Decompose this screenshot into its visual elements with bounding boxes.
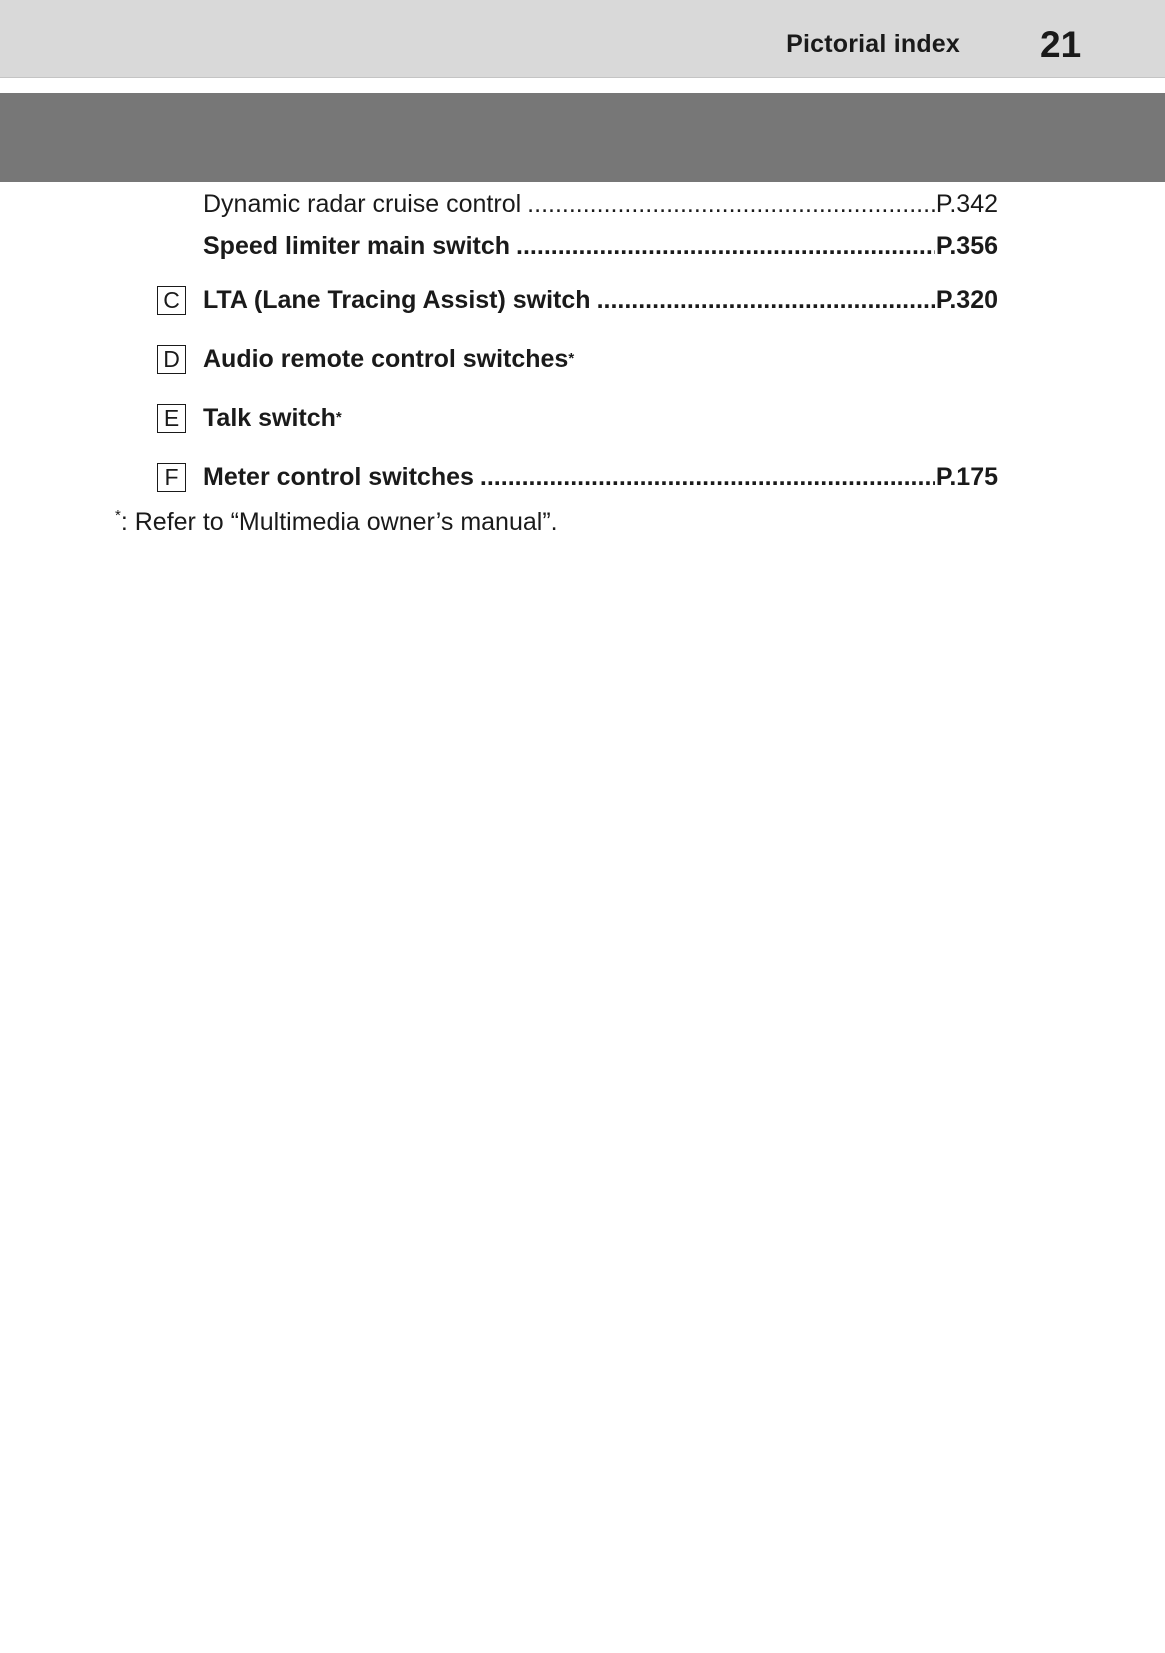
page-header [0, 0, 1165, 78]
dot-leader [597, 283, 935, 317]
entry-label: Speed limiter main switch [203, 232, 511, 260]
index-entry-speed-limiter-main-switch [203, 229, 998, 263]
index-entry-talk-switch [203, 401, 998, 435]
index-entry-audio-remote-control-switches [203, 342, 998, 376]
callout-letter-d: D [157, 345, 186, 374]
section-band [0, 93, 1165, 182]
index-entry-dynamic-radar-cruise-control [203, 187, 998, 221]
page-number: 21 [1040, 24, 1082, 65]
footnote [115, 505, 558, 539]
index-entry-lta-switch [203, 283, 998, 317]
dot-leader [516, 229, 935, 263]
footnote-marker: * [568, 350, 575, 367]
entry-label: Meter control switches [203, 463, 474, 491]
footnote-text: : Refer to “Multimedia owner’s manual”. [120, 508, 558, 536]
entry-page-link[interactable]: P.175 [935, 463, 998, 491]
index-entry-meter-control-switches [203, 460, 998, 494]
callout-letter-c: C [157, 286, 186, 315]
footnote-mark: * [115, 507, 121, 524]
callout-letter-e: E [157, 404, 186, 433]
callout-letter-f: F [157, 463, 186, 492]
entry-page-link[interactable]: P.342 [935, 190, 998, 218]
entry-label: Talk switch [203, 404, 336, 432]
entry-label: LTA (Lane Tracing Assist) switch [203, 286, 591, 314]
entry-page-link[interactable]: P.320 [935, 286, 998, 314]
dot-leader [480, 460, 935, 494]
footnote-marker: * [335, 409, 342, 426]
entry-label: Dynamic radar cruise control [203, 190, 522, 218]
entry-page-link[interactable]: P.356 [935, 232, 998, 260]
section-title: Pictorial index [786, 30, 960, 58]
dot-leader [527, 187, 935, 221]
entry-label: Audio remote control switches [203, 345, 569, 373]
